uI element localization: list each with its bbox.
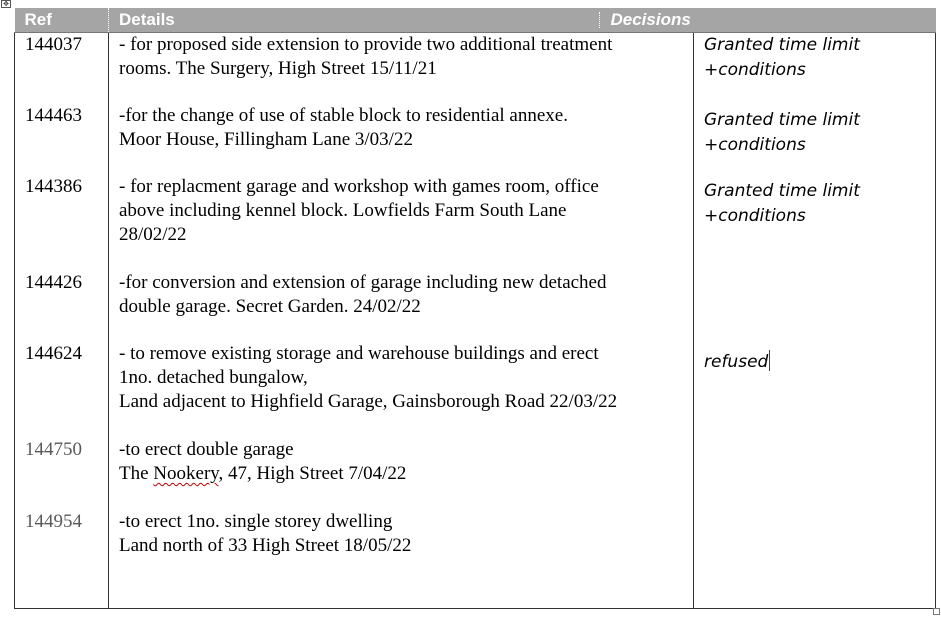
table-row	[15, 32, 936, 104]
details-text: The	[119, 463, 154, 484]
decision-refused-text: refused	[704, 352, 769, 372]
decision-line: +conditions	[704, 206, 806, 226]
details-text: , 47, High Street 7/04/22	[218, 463, 407, 484]
misspelled-word[interactable]: Nookery	[153, 463, 219, 484]
header-details-label: Details	[119, 9, 175, 29]
details-cell[interactable]	[109, 32, 694, 104]
details-line: Moor House, Fillingham Lane 3/03/22	[119, 129, 413, 150]
details-line: 28/02/22	[119, 224, 187, 245]
details-line: double garage. Secret Garden. 24/02/22	[119, 296, 421, 317]
ref-cell[interactable]: 144426	[15, 271, 109, 342]
table-row	[15, 271, 936, 342]
decision-line: +conditions	[704, 135, 806, 155]
table-row	[15, 438, 936, 510]
details-cell[interactable]	[109, 271, 694, 342]
header-decisions-label: Decisions	[610, 10, 691, 29]
ref-cell[interactable]: 144954	[15, 510, 109, 609]
ref-cell[interactable]: 144750	[15, 438, 109, 510]
decision-line	[704, 350, 935, 375]
header-row	[15, 8, 936, 32]
header-decisions	[610, 8, 936, 32]
decision-line: Granted time limit	[704, 110, 860, 130]
planning-decisions-table	[14, 8, 936, 609]
details-cell[interactable]	[109, 342, 694, 438]
details-line: - to remove existing storage and warehouse buildings and erect	[119, 343, 599, 364]
details-line: - for proposed side extension to provide two additional treatment	[119, 33, 613, 55]
details-line: Land north of 33 High Street 18/05/22	[119, 535, 412, 556]
decision-line: Granted time limit	[704, 181, 860, 201]
decision-line: +conditions	[704, 59, 806, 80]
table-move-handle-icon[interactable]: ✥	[1, 0, 11, 8]
ref-cell[interactable]: 144037	[15, 32, 109, 104]
details-line: 1no. detached bungalow,	[119, 367, 308, 388]
table-row	[15, 510, 936, 609]
details-line: -to erect double garage	[119, 439, 294, 460]
decision-cell[interactable]	[694, 510, 936, 609]
table-row	[15, 104, 936, 175]
details-cell[interactable]	[109, 510, 694, 609]
table-resize-handle-icon[interactable]	[933, 608, 940, 615]
details-line: -for the change of use of stable block to residential annexe.	[119, 105, 568, 126]
text-cursor	[769, 350, 770, 371]
details-line: above including kennel block. Lowfields Farm South Lane	[119, 200, 567, 221]
details-line: rooms. The Surgery, High Street 15/11/21	[119, 57, 437, 79]
ref-cell[interactable]: 144386	[15, 175, 109, 271]
details-cell[interactable]	[109, 104, 694, 175]
table-row	[15, 342, 936, 438]
decision-cell[interactable]	[694, 175, 936, 271]
header-details	[109, 8, 694, 32]
details-cell[interactable]	[109, 438, 694, 510]
table-row	[15, 175, 936, 271]
details-line: Land adjacent to Highfield Garage, Gainsborough Road 22/03/22	[119, 391, 618, 412]
details-line: - for replacment garage and workshop with games room, office	[119, 176, 599, 197]
decision-cell[interactable]	[694, 32, 936, 104]
decision-line: Granted time limit	[704, 34, 860, 55]
ref-cell[interactable]: 144463	[15, 104, 109, 175]
details-cell[interactable]	[109, 175, 694, 271]
details-line: -to erect 1no. single storey dwelling	[119, 511, 393, 532]
details-line: -for conversion and extension of garage including new detached	[119, 272, 607, 293]
header-divider	[599, 12, 600, 28]
decision-cell[interactable]	[694, 438, 936, 510]
decision-cell[interactable]	[694, 104, 936, 175]
header-ref: Ref	[15, 8, 109, 32]
details-line	[119, 462, 693, 486]
ref-cell[interactable]: 144624	[15, 342, 109, 438]
decision-cell[interactable]	[694, 342, 936, 438]
decision-cell[interactable]	[694, 271, 936, 342]
